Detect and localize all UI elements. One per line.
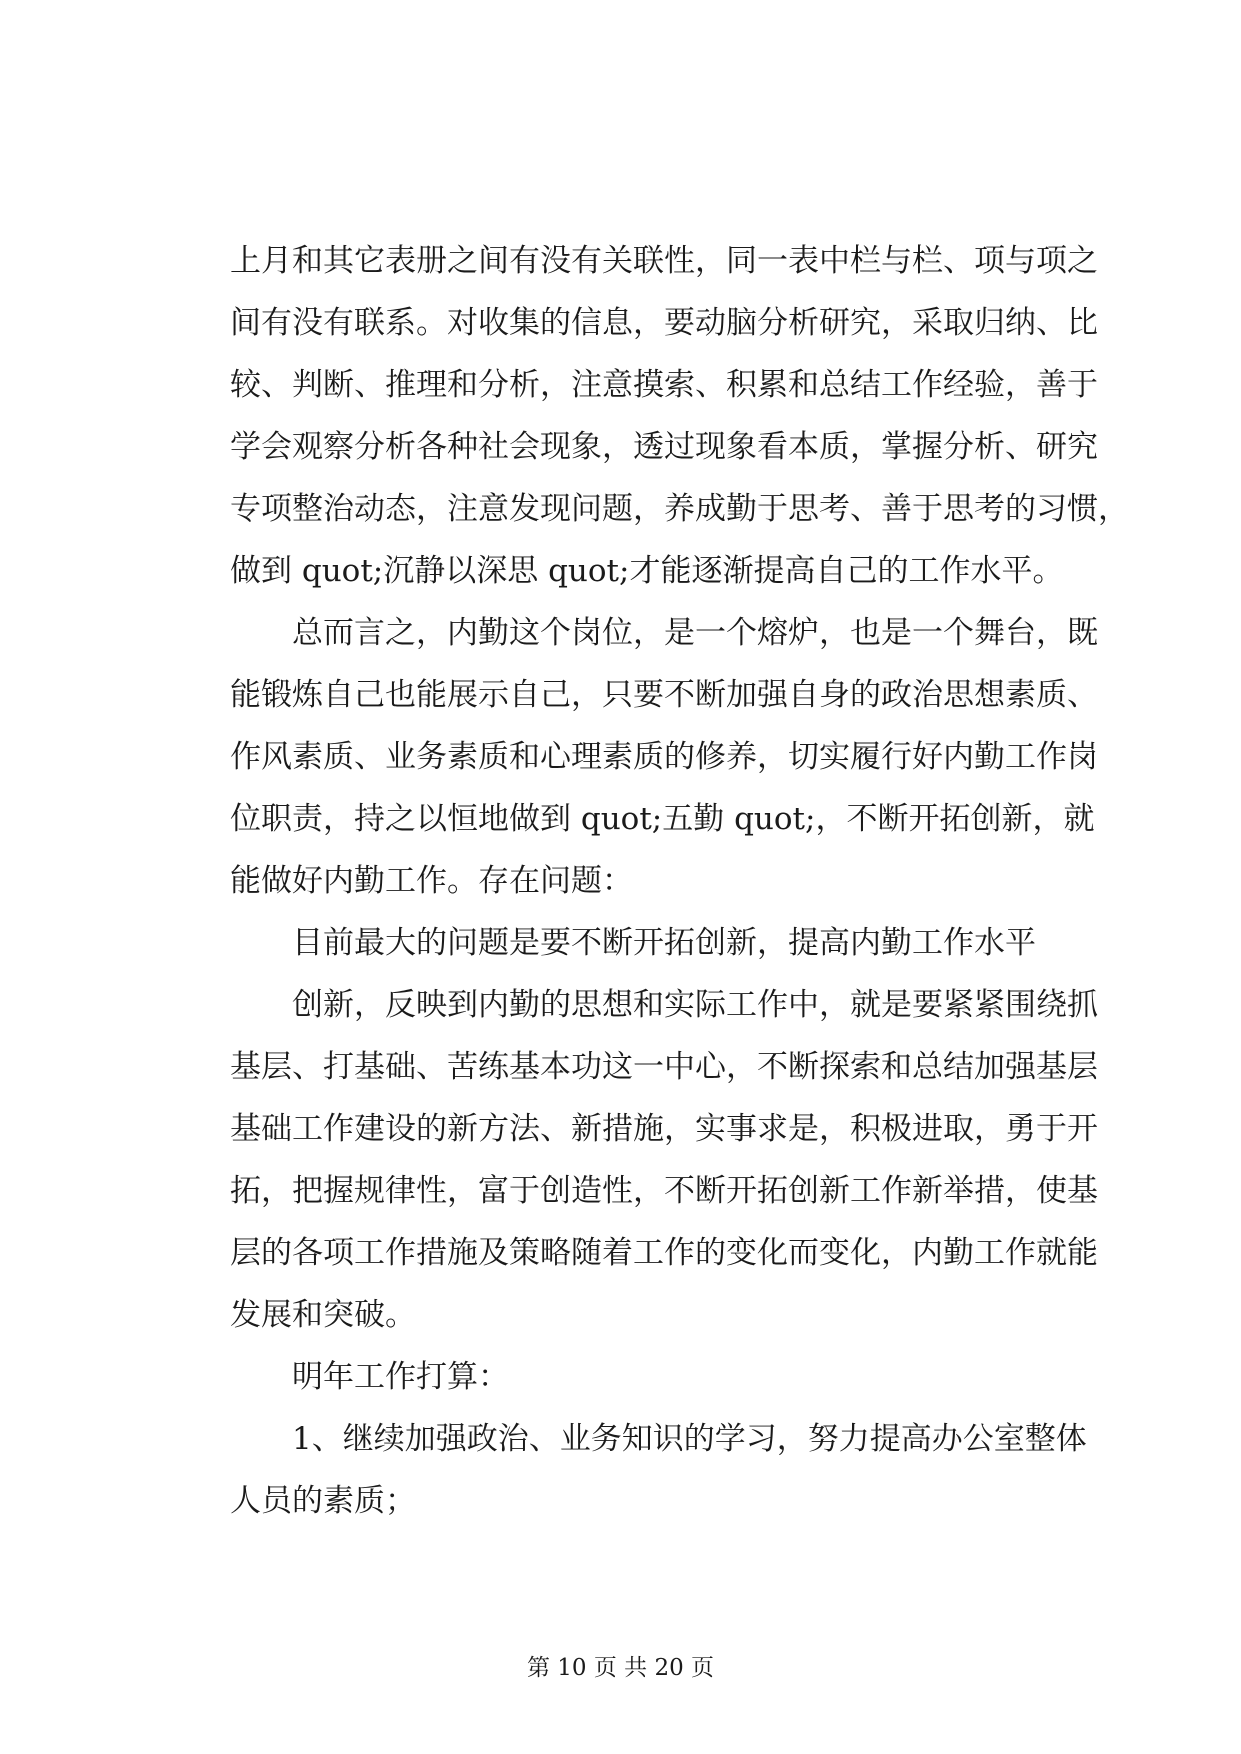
text-line: 1、继续加强政治、业务知识的学习，努力提高办公室整体 (292, 1421, 1087, 1457)
text-line: 较、判断、推理和分析，注意摸索、积累和总结工作经验，善于 (230, 367, 1098, 403)
text-line: 明年工作打算： (292, 1359, 509, 1395)
text-line: 能锻炼自己也能展示自己，只要不断加强自身的政治思想素质、 (230, 677, 1098, 713)
text-line: 创新，反映到内勤的思想和实际工作中，就是要紧紧围绕抓 (292, 987, 1098, 1023)
text-line: 学会观察分析各种社会现象，透过现象看本质，掌握分析、研究 (230, 429, 1098, 465)
text-line: 能做好内勤工作。存在问题： (230, 863, 633, 899)
text-line: 拓，把握规律性，富于创造性，不断开拓创新工作新举措，使基 (230, 1173, 1098, 1209)
text-line: 人员的素质； (230, 1483, 416, 1519)
text-line: 总而言之，内勤这个岗位，是一个熔炉，也是一个舞台，既 (292, 615, 1098, 651)
text-line: 目前最大的问题是要不断开拓创新，提高内勤工作水平 (292, 925, 1036, 961)
text-line: 层的各项工作措施及策略随着工作的变化而变化，内勤工作就能 (230, 1235, 1098, 1271)
text-line: 做到 quot;沉静以深思 quot;才能逐渐提高自己的工作水平。 (230, 553, 1064, 589)
text-line: 上月和其它表册之间有没有关联性，同一表中栏与栏、项与项之 (230, 243, 1098, 279)
text-line: 作风素质、业务素质和心理素质的修养，切实履行好内勤工作岗 (230, 739, 1098, 775)
text-line: 基层、打基础、苦练基本功这一中心，不断探索和总结加强基层 (230, 1049, 1098, 1085)
page-number-footer: 第 10 页 共 20 页 (526, 1655, 715, 1681)
text-line: 位职责，持之以恒地做到 quot;五勤 quot;，不断开拓创新，就 (230, 801, 1095, 837)
text-line: 发展和突破。 (230, 1297, 416, 1333)
text-line: 专项整治动态，注意发现问题，养成勤于思考、善于思考的习惯， (230, 491, 1129, 527)
text-line: 基础工作建设的新方法、新措施，实事求是，积极进取，勇于开 (230, 1111, 1098, 1147)
text-line: 间有没有联系。对收集的信息，要动脑分析研究，采取归纳、比 (230, 305, 1098, 341)
document-body (230, 230, 1129, 1532)
